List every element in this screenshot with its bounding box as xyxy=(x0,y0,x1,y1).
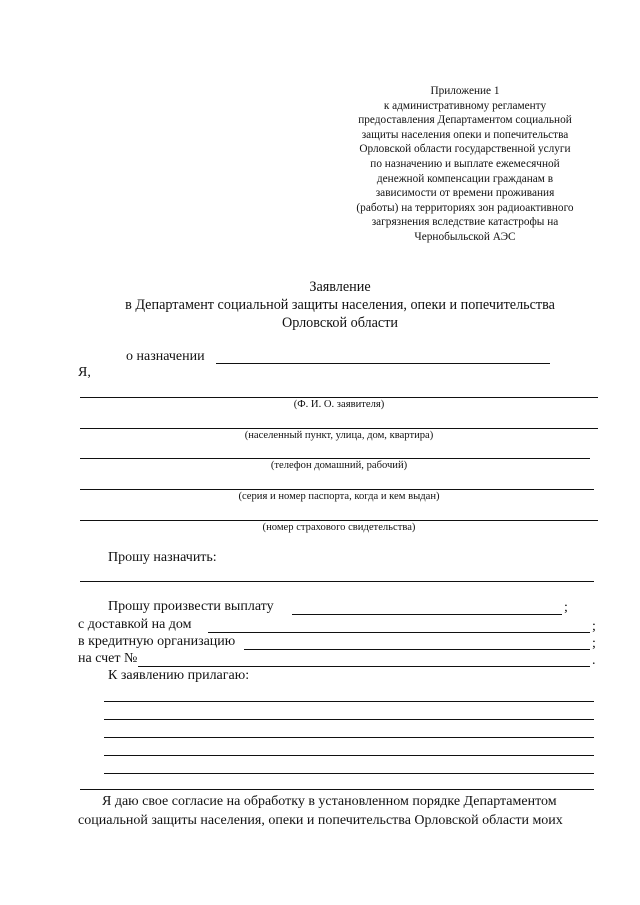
consent-line: Я даю свое согласие на обработку в установленном порядке Департаментом xyxy=(102,794,557,809)
appendix-line: денежной компенсации гражданам в xyxy=(376,172,554,185)
appendix-header xyxy=(330,84,600,245)
appendix-line: загрязнения вследствие катастрофы на xyxy=(371,216,559,229)
attachment-line[interactable] xyxy=(104,737,594,738)
account-label: на счет № xyxy=(78,651,138,666)
request-field[interactable] xyxy=(80,581,594,582)
address-field[interactable] xyxy=(80,428,598,429)
phone-caption: (телефон домашний, рабочий) xyxy=(270,460,408,471)
document-title-region: Орловской области xyxy=(281,315,399,331)
document-title: Заявление xyxy=(309,279,371,295)
account-field[interactable] xyxy=(138,666,590,667)
account-end: . xyxy=(592,653,596,668)
phone-field[interactable] xyxy=(80,458,590,459)
attachment-line[interactable] xyxy=(104,773,594,774)
attachment-line[interactable] xyxy=(80,789,594,790)
attachment-line[interactable] xyxy=(104,755,594,756)
payment-end: ; xyxy=(564,600,568,615)
applicant-prefix: Я, xyxy=(78,365,91,380)
consent-line: социальной защиты населения, опеки и попечительства Орловской области моих xyxy=(78,813,563,828)
credit-org-label: в кредитную организацию xyxy=(78,634,236,649)
request-label: Прошу назначить: xyxy=(108,550,217,565)
consent-paragraph xyxy=(78,792,598,830)
payment-field[interactable] xyxy=(292,614,562,615)
address-caption: (населенный пункт, улица, дом, квартира) xyxy=(244,430,434,441)
appendix-line: по назначению и выплате ежемесячной xyxy=(370,157,560,170)
appendix-line: Орловской области государственной услуги xyxy=(359,143,571,156)
appendix-line: предоставления Департаментом социальной xyxy=(358,114,572,127)
appendix-line: защиты населения опеки и попечительства xyxy=(361,128,569,141)
appendix-line: Чернобыльской АЭС xyxy=(414,230,516,243)
appendix-line: (работы) на территориях зон радиоактивного xyxy=(356,201,574,214)
fio-field[interactable] xyxy=(80,397,598,398)
passport-caption: (серия и номер паспорта, когда и кем выдан) xyxy=(238,491,440,502)
home-delivery-field[interactable] xyxy=(208,632,590,633)
attachment-line[interactable] xyxy=(104,719,594,720)
credit-org-field[interactable] xyxy=(244,649,590,650)
passport-field[interactable] xyxy=(80,489,594,490)
appendix-line: Приложение 1 xyxy=(430,85,500,97)
attach-label: К заявлению прилагаю: xyxy=(108,668,250,683)
home-delivery-label: с доставкой на дом xyxy=(78,617,192,632)
insurance-caption: (номер страхового свидетельства) xyxy=(262,522,416,533)
attachment-line[interactable] xyxy=(104,701,594,702)
appendix-line: зависимости от времени проживания xyxy=(375,187,555,200)
purpose-label: о назначении xyxy=(126,349,205,364)
appendix-line: к административному регламенту xyxy=(383,99,547,112)
insurance-field[interactable] xyxy=(80,520,598,521)
home-delivery-end: ; xyxy=(592,619,596,634)
purpose-field[interactable] xyxy=(216,363,550,364)
document-title-addressee: в Департамент социальной защиты населения, опеки и попечительства xyxy=(125,297,555,313)
fio-caption: (Ф. И. О. заявителя) xyxy=(293,399,385,410)
payment-label: Прошу произвести выплату xyxy=(108,599,274,614)
credit-org-end: ; xyxy=(592,636,596,651)
